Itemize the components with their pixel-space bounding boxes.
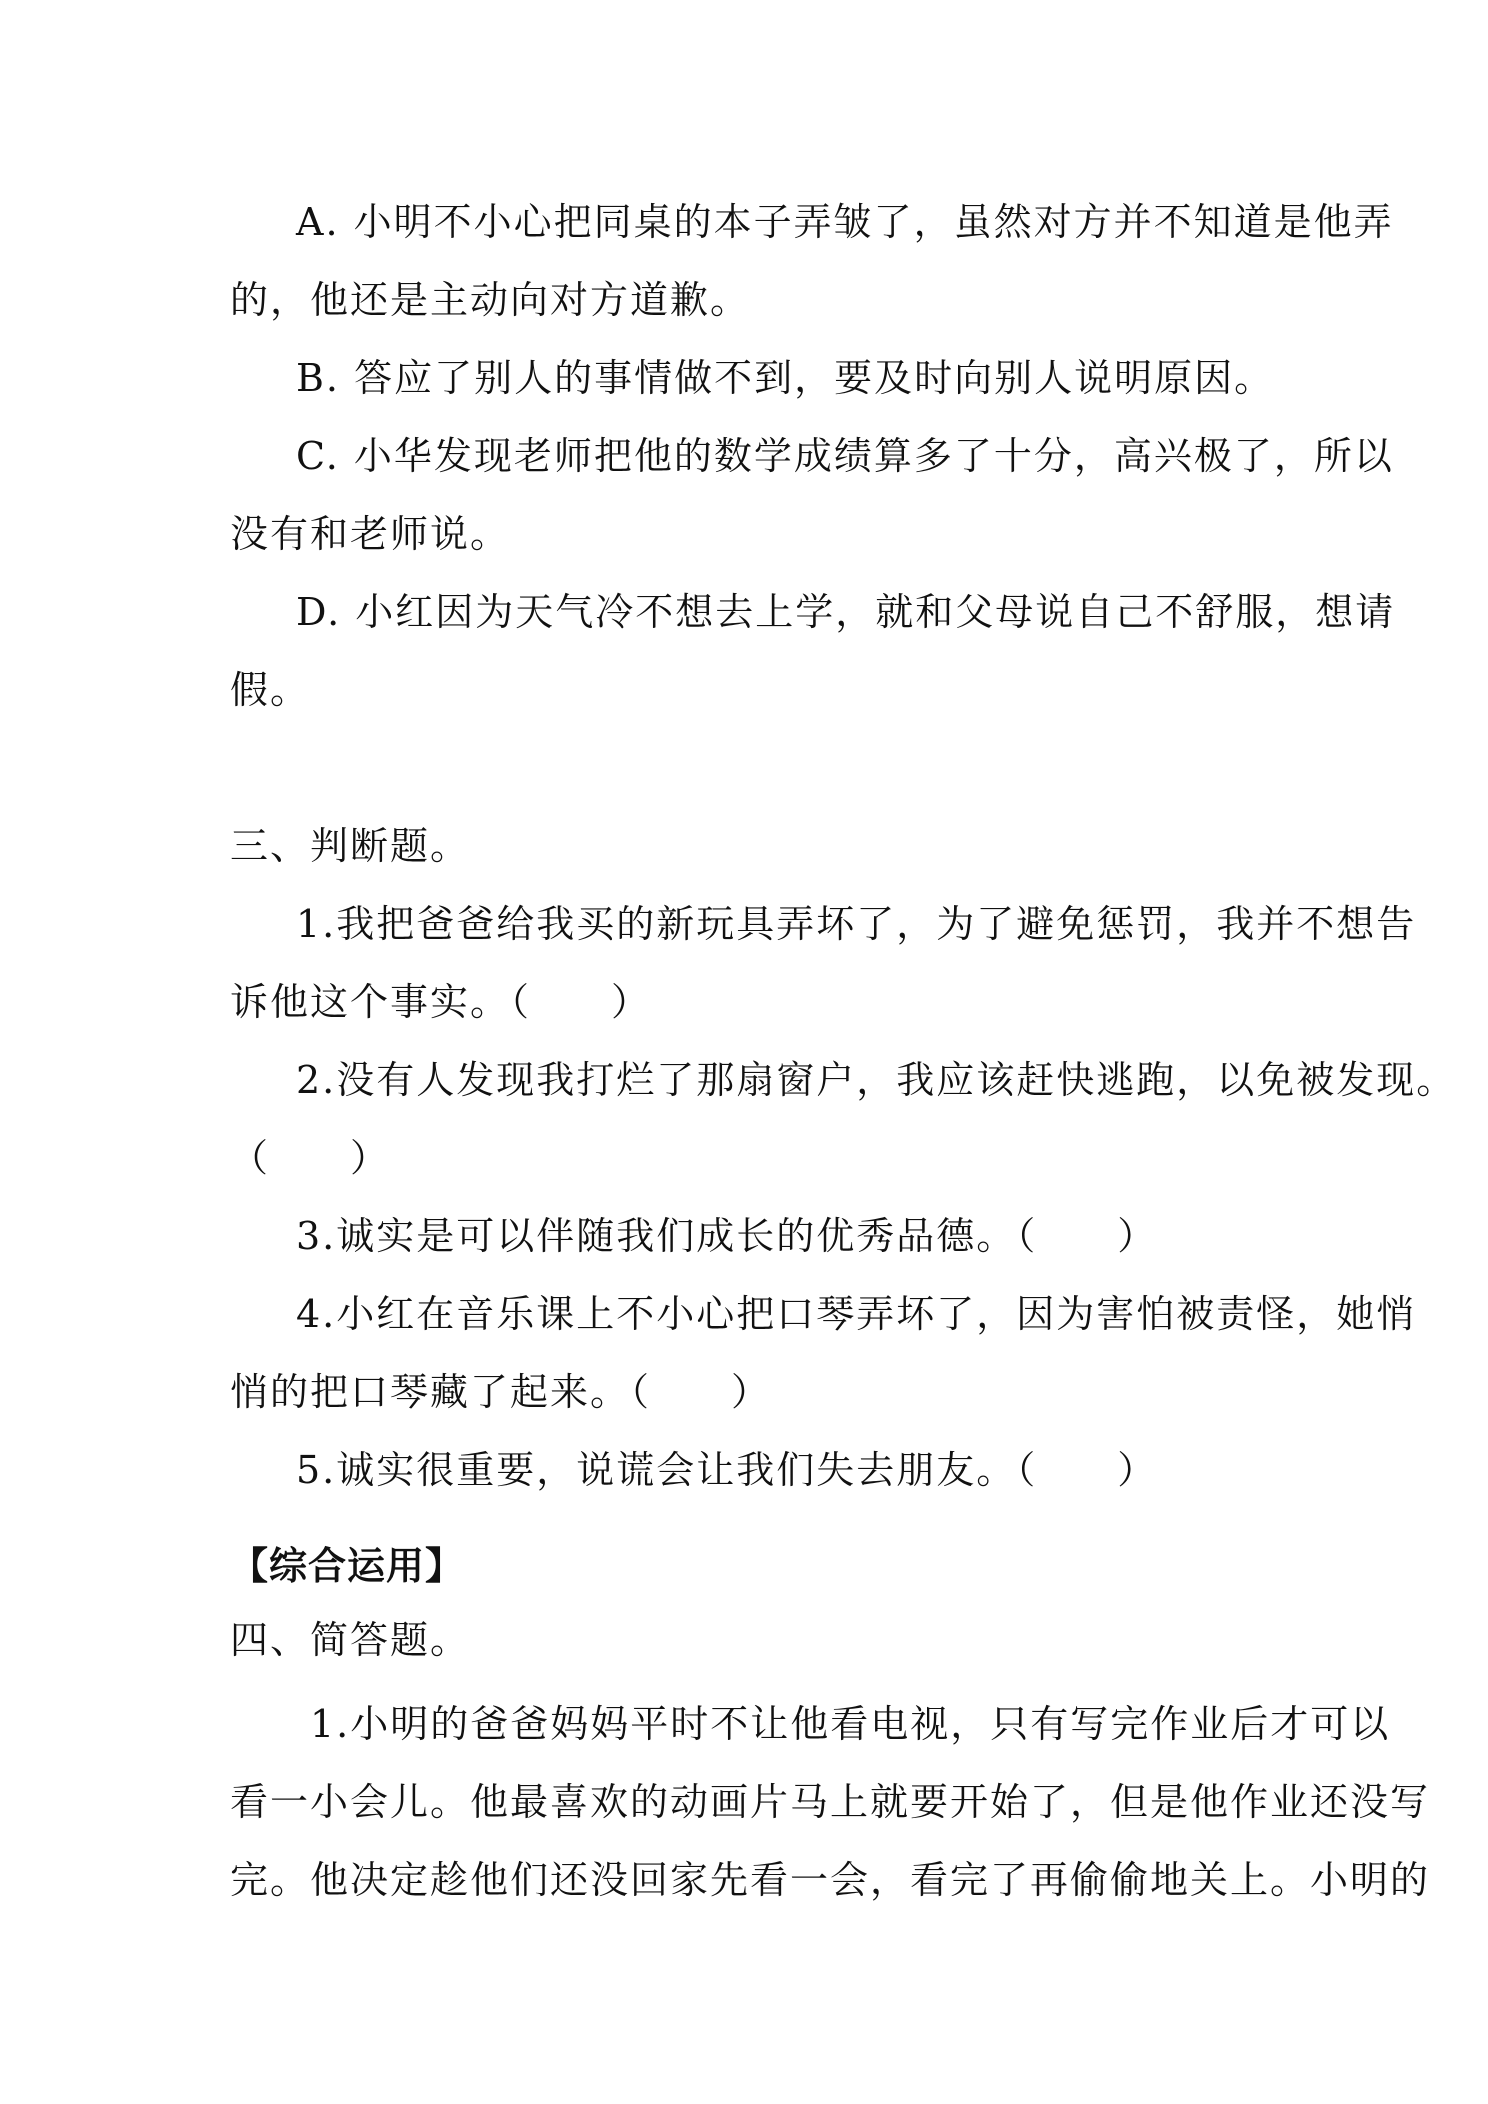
short-answer-q1-line3: 完。他决定趁他们还没回家先看一会，看完了再偷偷地关上。小明的 — [230, 1858, 1431, 1902]
judge-q1-line2: 诉他这个事实。（ ） — [230, 980, 652, 1024]
judge-q3: 3.诚实是可以伴随我们成长的优秀品德。（ ） — [296, 1214, 1158, 1258]
choice-d-line2: 假。 — [230, 668, 311, 712]
short-answer-q1-line1: 1.小明的爸爸妈妈平时不让他看电视，只有写完作业后才可以 — [310, 1702, 1391, 1746]
choice-a-line1: A. 小明不小心把同桌的本子弄皱了，虽然对方并不知道是他弄 — [296, 200, 1394, 244]
choice-c-line2: 没有和老师说。 — [230, 512, 511, 556]
choice-c-line1: C. 小华发现老师把他的数学成绩算多了十分，高兴极了，所以 — [296, 434, 1394, 478]
judge-q1-line1: 1.我把爸爸给我买的新玩具弄坏了，为了避免惩罚，我并不想告 — [296, 902, 1417, 946]
short-answer-q1-line2: 看一小会儿。他最喜欢的动画片马上就要开始了，但是他作业还没写 — [230, 1780, 1431, 1824]
choice-d-line1: D. 小红因为天气冷不想去上学，就和父母说自己不舒服，想请 — [296, 590, 1396, 634]
judge-q4-line1: 4.小红在音乐课上不小心把口琴弄坏了，因为害怕被责怪，她悄 — [296, 1292, 1417, 1336]
section-heading: 【综合运用】 — [230, 1544, 465, 1588]
judge-q2-line2: （ ） — [230, 1136, 391, 1180]
section3-title: 三、判断题。 — [230, 824, 471, 868]
section4-title: 四、简答题。 — [230, 1618, 471, 1662]
judge-q5: 5.诚实很重要，说谎会让我们失去朋友。（ ） — [296, 1448, 1158, 1492]
judge-q4-line2: 悄的把口琴藏了起来。（ ） — [230, 1370, 772, 1414]
judge-q2-line1: 2.没有人发现我打烂了那扇窗户，我应该赶快逃跑，以免被发现。 — [296, 1058, 1457, 1102]
choice-a-line2: 的，他还是主动向对方道歉。 — [230, 278, 751, 322]
choice-b: B. 答应了别人的事情做不到，要及时向别人说明原因。 — [296, 356, 1275, 400]
